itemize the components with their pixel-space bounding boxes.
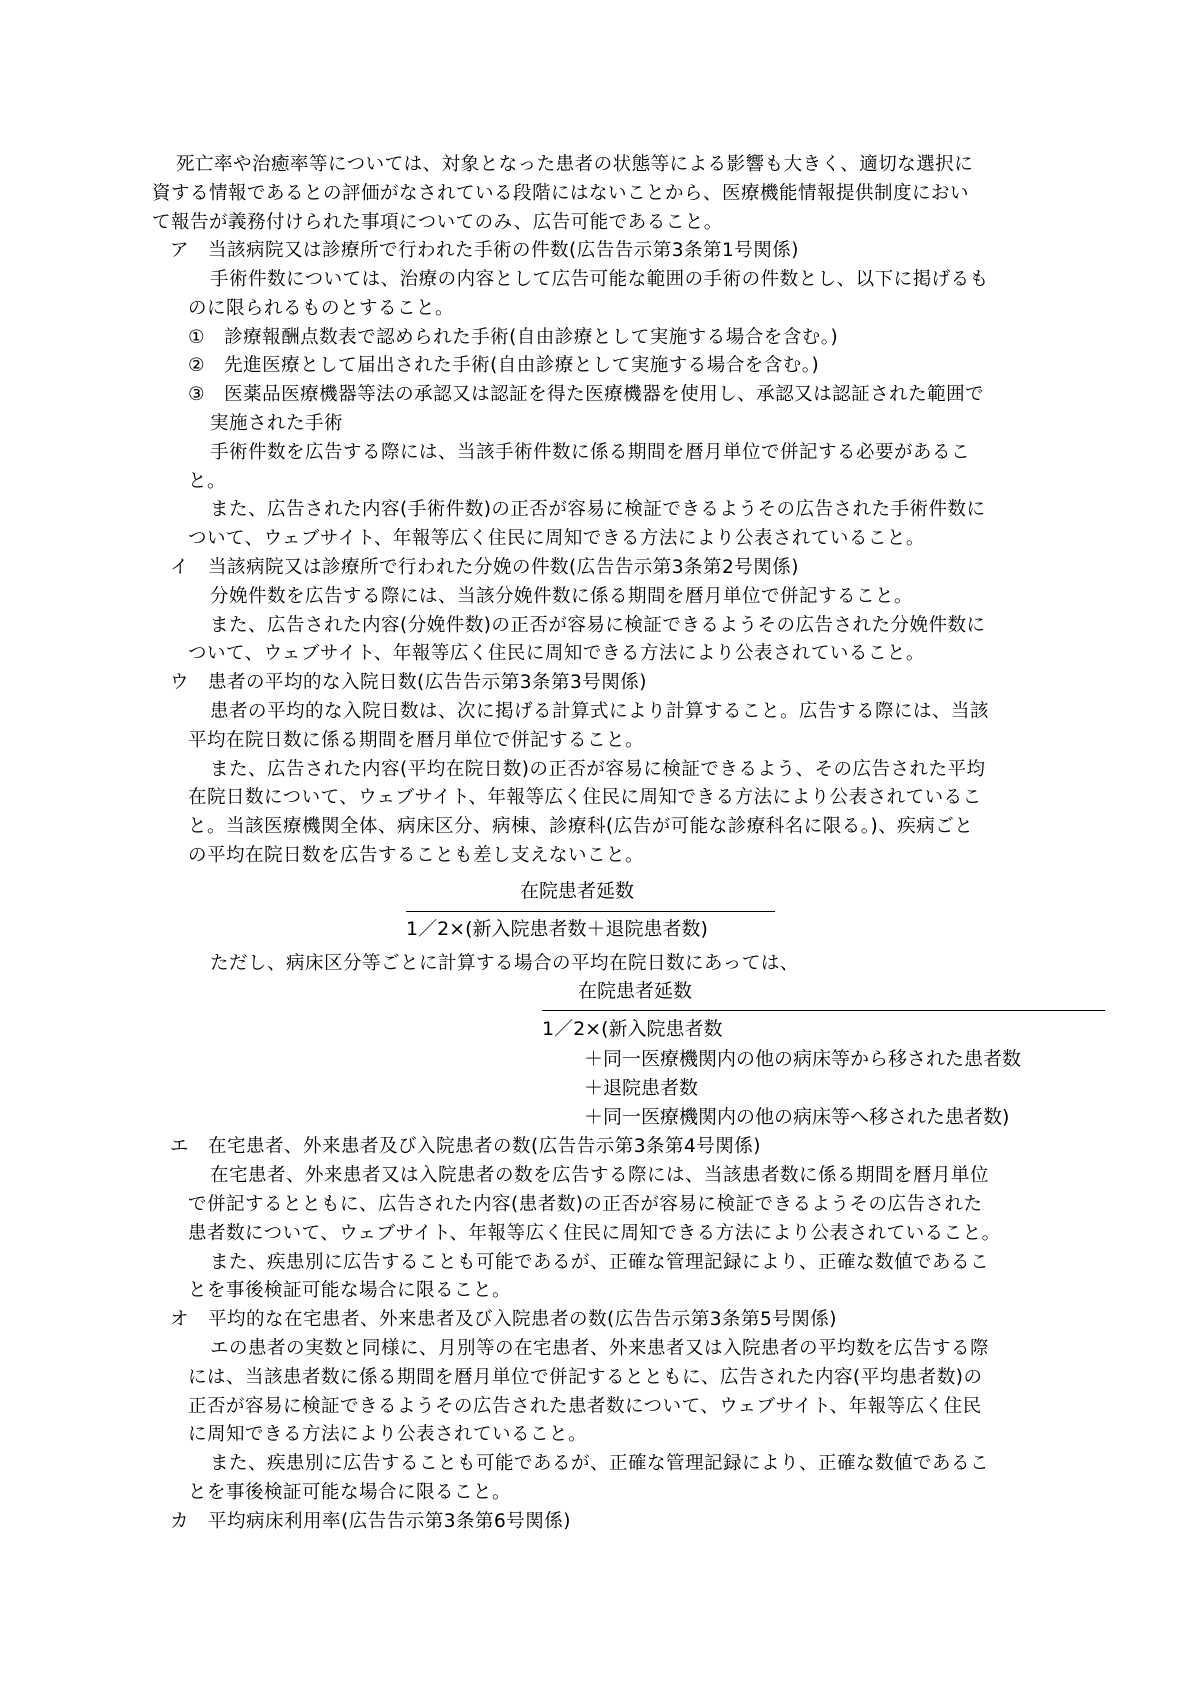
section-a-item-3: ③ 医薬品医療機器等法の承認又は認証を得た医療機器を使用し、承認又は認証された範囲で bbox=[188, 384, 985, 405]
section-u-para2-line-1: また、広告された内容(平均在院日数)の正否が容易に検証できるよう、その広告された平均 bbox=[210, 759, 986, 780]
formula-1-denominator: 1／2×(新入院患者数＋退院患者数) bbox=[406, 918, 708, 940]
section-i-para2-line-1: また、広告された内容(分娩件数)の正否が容易に検証できるようその広告された分娩件数に bbox=[210, 615, 986, 636]
section-i-para2-line-2: ついて、ウェブサイト、年報等広く住民に周知できる方法により公表されていること。 bbox=[188, 643, 925, 664]
section-a-item-1: ① 診療報酬点数表で認められた手術(自由診療として実施する場合を含む。) bbox=[188, 327, 839, 348]
section-o-para2-line-1: また、疾患別に広告することも可能であるが、正確な管理記録により、正確な数値であるこ bbox=[210, 1453, 990, 1474]
section-i-heading: イ 当該病院又は診療所で行われた分娩の件数(広告告示第3条第2号関係) bbox=[170, 557, 799, 578]
formula-2-term-1: ＋同一医療機関内の他の病床等から移された患者数 bbox=[584, 1048, 1022, 1070]
section-u-para2-line-4: の平均在院日数を広告することも差し支えないこと。 bbox=[188, 845, 645, 866]
section-e-para1-line-1: 在宅患者、外来患者又は入院患者の数を広告する際には、当該患者数に係る期間を暦月単位 bbox=[210, 1165, 990, 1186]
section-o-para1-line-2: には、当該患者数に係る期間を暦月単位で併記するとともに、広告された内容(平均患者数)の bbox=[188, 1367, 983, 1388]
section-e-para1-line-2: で併記するとともに、広告された内容(患者数)の正否が容易に検証できるようその広告された bbox=[188, 1194, 983, 1215]
section-e-para2-line-1: また、疾患別に広告することも可能であるが、正確な管理記録により、正確な数値であるこ bbox=[210, 1252, 990, 1273]
section-a-para1-line-1: 手術件数については、治療の内容として広告可能な範囲の手術の件数とし、以下に掲げるも bbox=[210, 269, 989, 290]
section-o-para1-line-3: 正否が容易に検証できるようその広告された患者数について、ウェブサイト、年報等広く住民 bbox=[188, 1396, 982, 1417]
section-e-para2-line-2: とを事後検証可能な場合に限ること。 bbox=[188, 1280, 512, 1301]
section-o-para1-line-1: エの患者の実数と同様に、月別等の在宅患者、外来患者又は入院患者の平均数を広告する際 bbox=[210, 1338, 990, 1359]
section-a-para2-line-1: 手術件数を広告する際には、当該手術件数に係る期間を暦月単位で併記する必要があるこ bbox=[210, 442, 971, 463]
section-a-para3-line-1: また、広告された内容(手術件数)の正否が容易に検証できるようその広告された手術件数に bbox=[210, 499, 986, 520]
section-u-heading: ウ 患者の平均的な入院日数(広告告示第3条第3号関係) bbox=[170, 672, 647, 693]
formula-2-numerator: 在院患者延数 bbox=[578, 980, 693, 1002]
section-u-para2-line-2: 在院日数について、ウェブサイト、年報等広く住民に周知できる方法により公表されているこ bbox=[188, 787, 982, 808]
section-a-para3-line-2: ついて、ウェブサイト、年報等広く住民に周知できる方法により公表されていること。 bbox=[188, 528, 925, 549]
intro-line-2: 資する情報であるとの評価がなされている段階にはないことから、医療機能情報提供制度におい bbox=[152, 183, 970, 204]
formula-2-term-2: ＋退院患者数 bbox=[584, 1077, 699, 1099]
section-i-para1: 分娩件数を広告する際には、当該分娩件数に係る期間を暦月単位で併記すること。 bbox=[210, 586, 914, 607]
formula-1-fraction-bar bbox=[406, 911, 775, 912]
section-o-heading: オ 平均的な在宅患者、外来患者及び入院患者の数(広告告示第3条第5号関係) bbox=[170, 1309, 837, 1330]
section-e-para1-line-3: 患者数について、ウェブサイト、年報等広く住民に周知できる方法により公表されていること。 bbox=[188, 1223, 1001, 1244]
section-u-para1-line-1: 患者の平均的な入院日数は、次に掲げる計算式により計算すること。広告する際には、当該 bbox=[210, 701, 990, 722]
section-e-heading: エ 在宅患者、外来患者及び入院患者の数(広告告示第3条第4号関係) bbox=[170, 1136, 761, 1157]
section-u-para2-line-3: と。当該医療機関全体、病床区分、病棟、診療科(広告が可能な診療科名に限る。)、疾病ごと bbox=[188, 816, 974, 837]
intro-line-3: て報告が義務付けられた事項についてのみ、広告可能であること。 bbox=[152, 212, 723, 233]
section-a-para1-line-2: のに限られるものとすること。 bbox=[188, 298, 455, 319]
section-ka-heading: カ 平均病床利用率(広告告示第3条第6号関係) bbox=[170, 1511, 571, 1532]
section-a-heading: ア 当該病院又は診療所で行われた手術の件数(広告告示第3条第1号関係) bbox=[170, 240, 799, 261]
section-u-proviso: ただし、病床区分等ごとに計算する場合の平均在院日数にあっては、 bbox=[210, 953, 799, 974]
formula-2-fraction-bar bbox=[542, 1010, 1105, 1011]
section-a-item-2: ② 先進医療として届出された手術(自由診療として実施する場合を含む。) bbox=[188, 355, 820, 376]
intro-line-1: 死亡率や治癒率等については、対象となった患者の状態等による影響も大きく、適切な選択に bbox=[176, 154, 974, 175]
formula-2-term-3: ＋同一医療機関内の他の病床等へ移された患者数) bbox=[584, 1106, 1010, 1128]
section-o-para1-line-4: に周知できる方法により公表されていること。 bbox=[188, 1424, 588, 1445]
section-o-para2-line-2: とを事後検証可能な場合に限ること。 bbox=[188, 1482, 512, 1503]
formula-1-numerator: 在院患者延数 bbox=[520, 880, 635, 902]
formula-2-denominator: 1／2×(新入院患者数 bbox=[542, 1018, 723, 1040]
section-a-para2-line-2: と。 bbox=[188, 471, 227, 492]
section-u-para1-line-2: 平均在院日数に係る期間を暦月単位で併記すること。 bbox=[188, 730, 645, 751]
section-a-item-3-cont: 実施された手術 bbox=[210, 413, 344, 434]
